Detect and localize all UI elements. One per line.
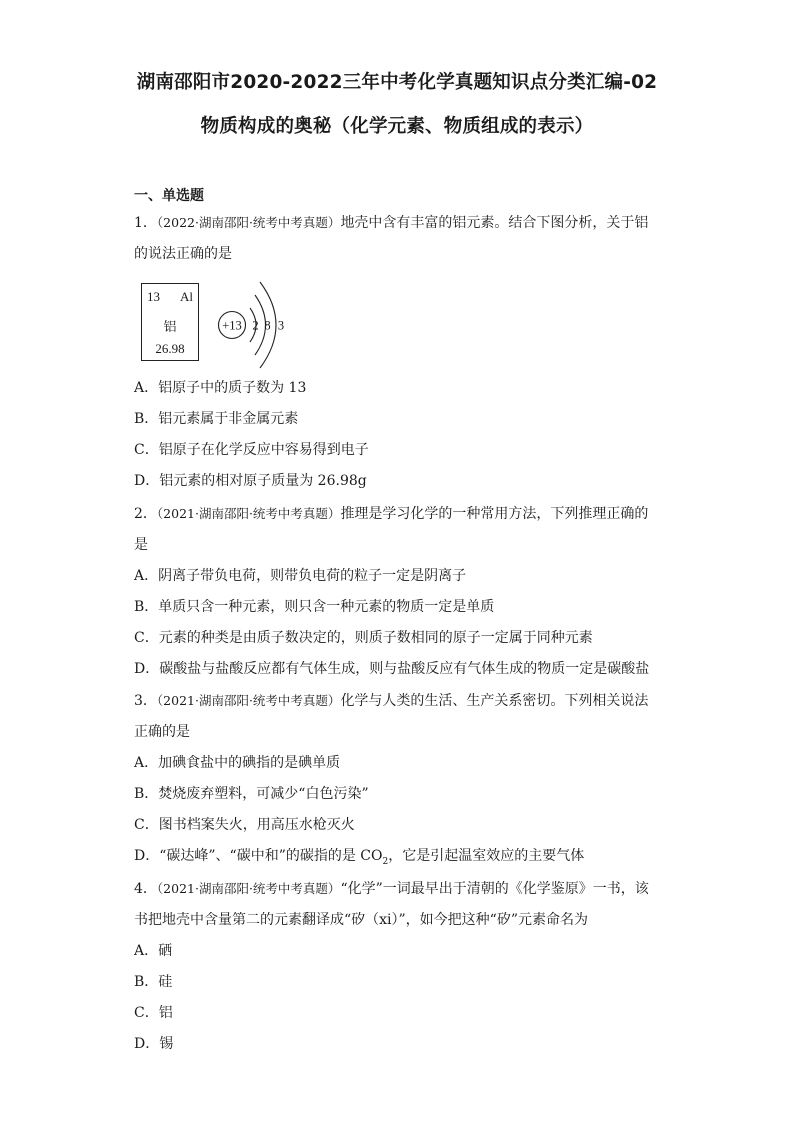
- question-text: 地壳中含有丰富的铝元素。结合下图分析，关于铝: [340, 215, 649, 231]
- option-a[interactable]: A．硒: [134, 943, 173, 959]
- option-c[interactable]: C．图书档案失火，用高压水枪灭火: [134, 817, 355, 833]
- question-number: 3．: [134, 693, 157, 709]
- question-text: “化学”一词最早出于清朝的《化学鉴原》一书，该: [340, 881, 649, 897]
- option-a[interactable]: A．阴离子带负电荷，则带负电荷的粒子一定是阴离子: [134, 568, 467, 584]
- option-c[interactable]: C．元素的种类是由质子数决定的，则质子数相同的原子一定属于同种元素: [134, 630, 593, 646]
- shell-electron-count: 3: [277, 318, 285, 333]
- question-1-stem: [134, 214, 648, 232]
- option-d[interactable]: D．碳酸盐与盐酸反应都有气体生成，则与盐酸反应有气体生成的物质一定是碳酸盐: [134, 661, 650, 677]
- option-c[interactable]: C．铝: [134, 1005, 173, 1021]
- element-name: 铝: [163, 319, 177, 334]
- question-text: 化学与人类的生活、生产关系密切。下列相关说法: [340, 693, 649, 709]
- shell-electron-count: 2: [252, 318, 259, 333]
- question-source: （2021·湖南邵阳·统考中考真题）: [156, 693, 341, 708]
- document-title-line1: 湖南邵阳市2020-2022三年中考化学真题知识点分类汇编-02: [136, 72, 658, 93]
- option-d-text-cont: ，它是引起温室效应的主要气体: [388, 848, 585, 864]
- section-heading: 一、单选题: [134, 188, 204, 204]
- question-1-stem-cont: 的说法正确的是: [134, 246, 232, 262]
- question-2-stem-cont: 是: [134, 537, 148, 553]
- question-3-stem: [134, 692, 648, 710]
- option-d[interactable]: D．铝元素的相对原子质量为 26.98g: [134, 473, 367, 489]
- document-title-line2: 物质构成的奥秘（化学元素、物质组成的表示）: [200, 116, 594, 137]
- question-4-stem: [134, 880, 649, 898]
- option-a[interactable]: A．加碘食盐中的碘指的是碘单质: [134, 755, 341, 771]
- element-symbol: Al: [180, 289, 193, 304]
- option-d[interactable]: D．锡: [134, 1036, 174, 1052]
- question-4-stem-cont: 书把地壳中含量第二的元素翻译成“矽（xi）”，如今把这种“矽”元素命名为: [134, 912, 589, 928]
- option-b[interactable]: B．铝元素属于非金属元素: [134, 411, 299, 427]
- atomic-mass: 26.98: [155, 341, 185, 356]
- option-b[interactable]: B．硅: [134, 974, 173, 990]
- atomic-number: 13: [147, 289, 160, 304]
- option-d[interactable]: [134, 847, 584, 871]
- option-b[interactable]: B．单质只含一种元素，则只含一种元素的物质一定是单质: [134, 599, 495, 615]
- atom-structure-diagram: [214, 278, 294, 373]
- question-3-stem-cont: 正确的是: [134, 724, 190, 740]
- question-number: 1．: [134, 215, 157, 231]
- question-text: 推理是学习化学的一种常用方法，下列推理正确的: [340, 506, 649, 522]
- shell-electron-count: 8: [264, 318, 271, 333]
- question-number: 2．: [134, 506, 157, 522]
- question-2-stem: [134, 505, 648, 523]
- option-b[interactable]: B．焚烧废弃塑料，可减少“白色污染”: [134, 786, 369, 802]
- option-c[interactable]: C．铝原子在化学反应中容易得到电子: [134, 442, 369, 458]
- question-number: 4．: [134, 881, 157, 897]
- element-card-aluminum: [141, 283, 199, 361]
- question-source: （2021·湖南邵阳·统考中考真题）: [156, 881, 341, 896]
- nucleus-charge: +13: [222, 318, 242, 333]
- question-source: （2022·湖南邵阳·统考中考真题）: [156, 215, 341, 230]
- option-d-text: D．“碳达峰”、“碳中和”的碳指的是 CO: [134, 848, 383, 864]
- option-a[interactable]: A．铝原子中的质子数为 13: [134, 380, 307, 396]
- subscript-2: 2: [382, 856, 389, 867]
- question-source: （2021·湖南邵阳·统考中考真题）: [156, 506, 341, 521]
